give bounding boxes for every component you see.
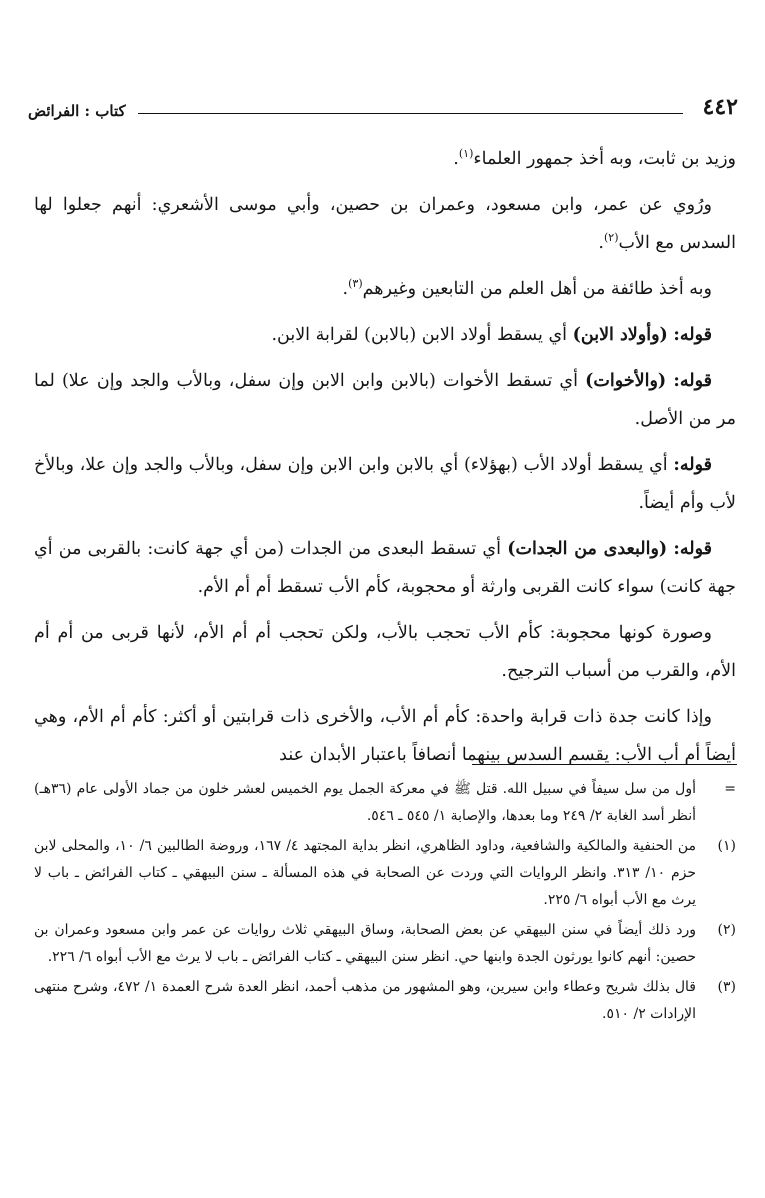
footnote-text: ورد ذلك أيضاً في سنن البيهقي عن بعض الصحابة، وساق البيهقي ثلاث روايات عن عمر وابن مسعود وعمران بن حصين: أنهم كانوا يورثون الجدة وابنها حي. انظر سنن البيهقي ـ كتاب الفرائض ـ باب لا يرث مع الأب أبواه ٦/ ٢٢٦.	[34, 922, 697, 965]
paragraph	[34, 362, 736, 438]
paragraph-text: وصورة كونها محجوبة: كأم الأب تحجب بالأب، ولكن تحجب أم أم الأم، لأنها قربى من أم أم الأم، والقرب من أسباب الترجيح.	[34, 623, 736, 681]
running-title: كتاب : الفرائض	[28, 102, 126, 120]
matn-quote: (وأولاد الابن)	[572, 325, 668, 345]
footnote-ref: (٢)	[604, 231, 619, 245]
paragraph-punct: .	[598, 233, 604, 253]
footnote-marker: (١)	[717, 838, 736, 854]
paragraph	[34, 698, 736, 774]
main-text	[34, 140, 736, 782]
qawluh-label: قوله:	[673, 539, 712, 559]
paragraph-punct: .	[453, 149, 459, 169]
footnotes	[34, 776, 736, 1031]
footnote-item	[34, 776, 736, 830]
footnote-ref: (١)	[458, 147, 474, 161]
page-number: ٤٤٢	[702, 94, 738, 120]
paragraph-text: أي تسقط البعدى من الجدات (من أي جهة كانت: بالقربى من أي جهة كانت) سواء كانت القربى وارثة أو محجوبة، كأم الأب تسقط أم أم الأم.	[34, 539, 736, 597]
header-rule	[138, 113, 683, 114]
matn-quote: (والبعدى من الجدات)	[507, 539, 668, 559]
qawluh-label: قوله:	[673, 325, 712, 345]
paragraph-text: وزيد بن ثابت، وبه أخذ جمهور العلماء	[473, 149, 736, 169]
paragraph	[34, 186, 736, 262]
paragraph	[34, 270, 736, 308]
footnote-item	[34, 974, 736, 1028]
footnote-item	[34, 833, 736, 914]
paragraph	[34, 446, 736, 522]
paragraph	[34, 316, 736, 354]
footnote-text: أول من سل سيفاً في سبيل الله. قتل ﷺ في معركة الجمل يوم الخميس لعشر خلون من جماد الأولى عام (٣٦هـ) أنظر أسد الغابة ٢/ ٢٤٩ وما بعدها، والإصابة ١/ ٥٤٥ ـ ٥٤٦.	[34, 781, 696, 824]
footnote-text: قال بذلك شريح وعطاء وابن سيرين، وهو المشهور من مذهب أحمد، انظر العدة شرح العمدة ١/ ٤٧٢، وشرح منتهى الإرادات ٢/ ٥١٠.	[34, 979, 696, 1022]
running-header	[28, 90, 738, 120]
paragraph-punct: .	[342, 279, 349, 299]
footnote-ref: (٣)	[348, 277, 363, 291]
footnote-text: من الحنفية والمالكية والشافعية، وداود الظاهري، انظر بداية المجتهد ٤/ ١٦٧، وروضة الطالبين ٦/ ١٠، والمحلى لابن حزم ١٠/ ٣١٣. وانظر الروايات التي وردت عن الصحابة في هذه المسألة ـ سنن البيهقي ـ كتاب الفرائض ـ باب لا يرث مع الأب أبواه ٦/ ٢٢٥.	[34, 838, 697, 908]
paragraph-text: أي يسقط أولاد الأب (بهؤلاء) أي بالابن وابن الابن وإن سفل، وبالأب والجد وإن علا، وبالأخ لأب وأم أيضاً.	[34, 455, 736, 513]
paragraph-text: وبه أخذ طائفة من أهل العلم من التابعين وغيرهم	[362, 279, 712, 299]
qawluh-label: قوله:	[673, 371, 712, 391]
paragraph	[34, 614, 736, 690]
paragraph	[34, 530, 736, 606]
paragraph-text: وإذا كانت جدة ذات قرابة واحدة: كأم أم الأب، والأخرى ذات قرابتين أو أكثر: كأم أم الأم، وهي أيضاً أم أب الأب: يقسم السدس بينهما أنصافاً باعتبار الأبدان عند	[34, 707, 736, 765]
footnote-marker: (٢)	[717, 922, 736, 938]
matn-quote: (والأخوات)	[585, 371, 667, 391]
paragraph-text: ورُوي عن عمر، وابن مسعود، وعمران بن حصين، وأبي موسى الأشعري: أنهم جعلوا لها السدس مع الأب	[34, 195, 736, 253]
footnote-item	[34, 917, 736, 971]
paragraph-text: أي تسقط الأخوات (بالابن وابن الابن وإن سفل، وبالأب والجد وإن علا) لما مر من الأصل.	[34, 371, 736, 429]
footnote-marker: (٣)	[717, 979, 736, 995]
footnote-separator	[472, 764, 737, 765]
paragraph-text: أي يسقط أولاد الابن (بالابن) لقرابة الابن.	[271, 325, 573, 345]
paragraph	[34, 140, 736, 178]
qawluh-label: قوله:	[673, 455, 712, 475]
footnote-marker: =	[724, 781, 736, 797]
